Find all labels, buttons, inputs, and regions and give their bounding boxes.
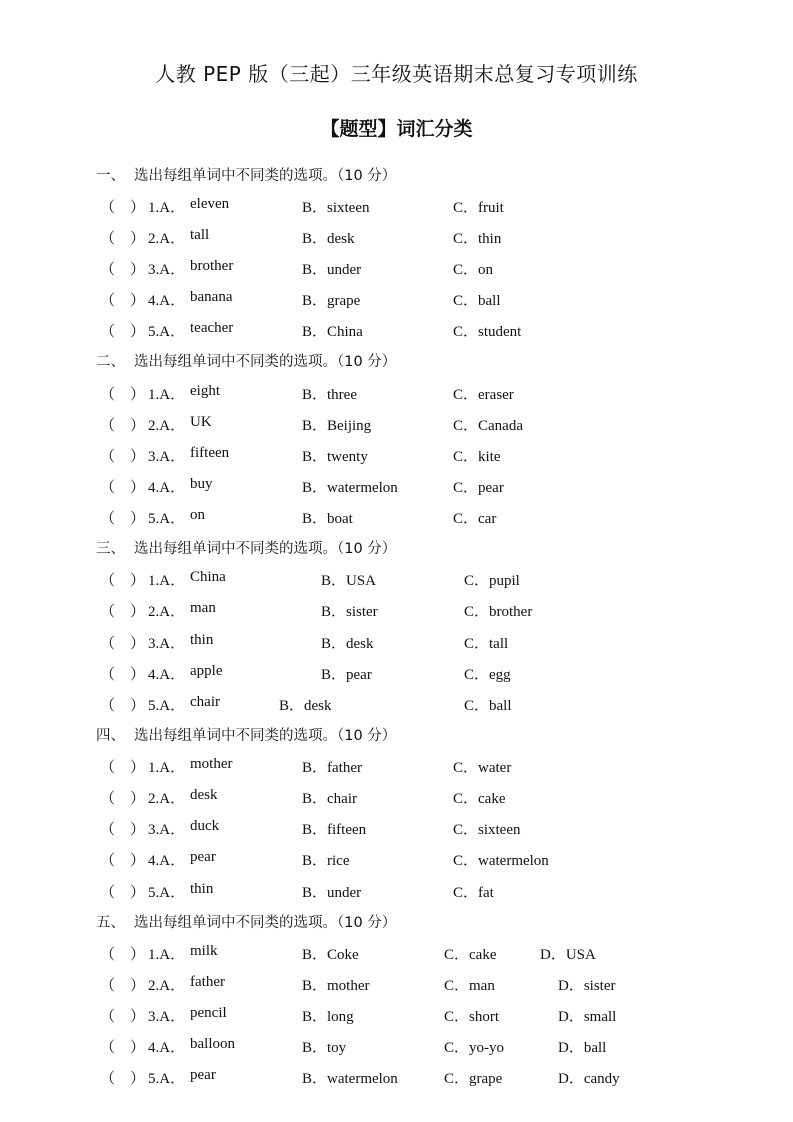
answer-blank[interactable]: （ ） [100, 698, 146, 714]
option-a: eight [190, 383, 220, 399]
option-a: banana [190, 289, 233, 305]
answer-blank[interactable]: （ ） [100, 231, 146, 247]
answer-blank[interactable]: （ ） [100, 853, 146, 869]
question-row [100, 569, 700, 591]
question-number: 1.A． [148, 573, 186, 589]
answer-blank[interactable]: （ ） [100, 324, 146, 340]
option-c: C．watermelon [453, 853, 549, 869]
question-row [100, 1067, 700, 1089]
option-b: B．China [302, 324, 363, 340]
answer-blank[interactable]: （ ） [100, 791, 146, 807]
question-row [100, 258, 700, 280]
option-c: C．cake [453, 791, 506, 807]
option-a: pencil [190, 1005, 227, 1021]
question-number: 4.A． [148, 667, 186, 683]
section-instruction: 选出每组单词中不同类的选项。（10 分） [134, 728, 397, 744]
question-row [100, 196, 700, 218]
question-number: 2.A． [148, 604, 186, 620]
option-c: C．on [453, 262, 494, 278]
option-a: UK [190, 414, 212, 430]
question-row [100, 974, 700, 996]
option-b: B．twenty [302, 449, 368, 465]
section-number: 二、 [96, 354, 125, 370]
answer-blank[interactable]: （ ） [100, 511, 146, 527]
option-c: C．water [453, 760, 512, 776]
question-number: 5.A． [148, 324, 186, 340]
option-c: C．student [453, 324, 522, 340]
question-number: 4.A． [148, 853, 186, 869]
section-heading [96, 724, 396, 745]
question-number: 2.A． [148, 418, 186, 434]
question-row [100, 289, 700, 311]
option-a: pear [190, 849, 216, 865]
question-number: 1.A． [148, 200, 186, 216]
option-a: teacher [190, 320, 234, 336]
option-d: D．USA [540, 947, 596, 963]
option-c: C．cake [444, 947, 497, 963]
option-b: B．father [302, 760, 362, 776]
answer-blank[interactable]: （ ） [100, 1040, 146, 1056]
question-row [100, 818, 700, 840]
option-b: B．pear [321, 667, 372, 683]
option-d: D．sister [558, 978, 616, 994]
option-a: milk [190, 943, 218, 959]
section-instruction: 选出每组单词中不同类的选项。（10 分） [134, 168, 397, 184]
section-number: 四、 [96, 728, 125, 744]
option-c: C．Canada [453, 418, 523, 434]
answer-blank[interactable]: （ ） [100, 978, 146, 994]
option-a: China [190, 569, 226, 585]
option-b: B．toy [302, 1040, 347, 1056]
option-c: C．pear [453, 480, 504, 496]
question-row [100, 1005, 700, 1027]
question-number: 3.A． [148, 822, 186, 838]
option-c: C．pupil [464, 573, 520, 589]
question-number: 3.A． [148, 449, 186, 465]
option-b: B．watermelon [302, 1071, 398, 1087]
option-b: B．three [302, 387, 357, 403]
option-a: eleven [190, 196, 230, 212]
option-b: B．under [302, 885, 362, 901]
question-row [100, 694, 700, 716]
option-c: C．grape [444, 1071, 503, 1087]
question-row [100, 849, 700, 871]
question-number: 5.A． [148, 698, 186, 714]
option-b: B．rice [302, 853, 350, 869]
question-number: 3.A． [148, 262, 186, 278]
option-c: C．yo-yo [444, 1040, 505, 1056]
question-number: 2.A． [148, 231, 186, 247]
option-b: B．watermelon [302, 480, 398, 496]
question-row [100, 787, 700, 809]
option-c: C．tall [464, 636, 509, 652]
option-c: C．egg [464, 667, 511, 683]
option-a: mother [190, 756, 233, 772]
question-number: 1.A． [148, 760, 186, 776]
answer-blank[interactable]: （ ） [100, 573, 146, 589]
question-number: 3.A． [148, 636, 186, 652]
option-a: buy [190, 476, 213, 492]
answer-blank[interactable]: （ ） [100, 947, 146, 963]
answer-blank[interactable]: （ ） [100, 636, 146, 652]
answer-blank[interactable]: （ ） [100, 200, 146, 216]
option-a: tall [190, 227, 210, 243]
option-a: man [190, 600, 216, 616]
option-b: B．USA [321, 573, 377, 589]
question-row [100, 663, 700, 685]
section-heading [96, 350, 396, 371]
answer-blank[interactable]: （ ） [100, 387, 146, 403]
option-d: D．candy [558, 1071, 620, 1087]
option-c: C．thin [453, 231, 502, 247]
question-row [100, 227, 700, 249]
answer-blank[interactable]: （ ） [100, 822, 146, 838]
option-a: father [190, 974, 225, 990]
option-b: B．under [302, 262, 362, 278]
section-instruction: 选出每组单词中不同类的选项。（10 分） [134, 541, 397, 557]
option-a: duck [190, 818, 220, 834]
section-number: 五、 [96, 915, 125, 931]
option-b: B．chair [302, 791, 357, 807]
question-row [100, 756, 700, 778]
answer-blank[interactable]: （ ） [100, 667, 146, 683]
option-b: B．desk [321, 636, 374, 652]
page-subtitle: 【题型】词汇分类 [320, 118, 473, 140]
question-number: 4.A． [148, 1040, 186, 1056]
option-b: B．grape [302, 293, 361, 309]
option-a: on [190, 507, 205, 523]
section-heading [96, 164, 396, 185]
option-a: thin [190, 632, 214, 648]
question-row [100, 476, 700, 498]
option-b: B．fifteen [302, 822, 367, 838]
question-row [100, 1036, 700, 1058]
option-c: C．man [444, 978, 495, 994]
option-b: B．desk [279, 698, 332, 714]
answer-blank[interactable]: （ ） [100, 1009, 146, 1025]
option-b: B．sister [321, 604, 378, 620]
answer-blank[interactable]: （ ） [100, 480, 146, 496]
option-a: balloon [190, 1036, 235, 1052]
option-c: C．ball [453, 293, 501, 309]
option-c: C．fruit [453, 200, 504, 216]
option-c: C．eraser [453, 387, 514, 403]
section-number: 一、 [96, 168, 125, 184]
question-row [100, 320, 700, 342]
option-c: C．car [453, 511, 497, 527]
question-row [100, 445, 700, 467]
option-c: C．ball [464, 698, 512, 714]
option-b: B．boat [302, 511, 353, 527]
option-a: brother [190, 258, 234, 274]
question-row [100, 881, 700, 903]
option-b: B．long [302, 1009, 354, 1025]
question-number: 1.A． [148, 947, 186, 963]
question-number: 4.A． [148, 480, 186, 496]
option-a: chair [190, 694, 220, 710]
question-number: 2.A． [148, 791, 186, 807]
option-c: C．sixteen [453, 822, 521, 838]
question-number: 3.A． [148, 1009, 186, 1025]
page-title: 人教 PEP 版（三起）三年级英语期末总复习专项训练 [155, 62, 638, 86]
question-number: 2.A． [148, 978, 186, 994]
option-d: D．small [558, 1009, 617, 1025]
option-a: desk [190, 787, 218, 803]
section-heading [96, 911, 396, 932]
answer-blank[interactable]: （ ） [100, 449, 146, 465]
question-row [100, 632, 700, 654]
question-number: 5.A． [148, 885, 186, 901]
question-number: 1.A． [148, 387, 186, 403]
option-a: fifteen [190, 445, 230, 461]
option-d: D．ball [558, 1040, 607, 1056]
option-b: B．sixteen [302, 200, 370, 216]
option-a: apple [190, 663, 223, 679]
question-number: 5.A． [148, 511, 186, 527]
question-row [100, 600, 700, 622]
option-c: C．short [444, 1009, 500, 1025]
answer-blank[interactable]: （ ） [100, 262, 146, 278]
answer-blank[interactable]: （ ） [100, 418, 146, 434]
answer-blank[interactable]: （ ） [100, 885, 146, 901]
option-b: B．mother [302, 978, 370, 994]
question-number: 5.A． [148, 1071, 186, 1087]
section-instruction: 选出每组单词中不同类的选项。（10 分） [134, 354, 397, 370]
option-c: C．brother [464, 604, 533, 620]
option-a: thin [190, 881, 214, 897]
option-a: pear [190, 1067, 216, 1083]
question-row [100, 943, 700, 965]
section-heading [96, 537, 396, 558]
option-c: C．fat [453, 885, 494, 901]
section-number: 三、 [96, 541, 125, 557]
option-c: C．kite [453, 449, 501, 465]
question-row [100, 507, 700, 529]
question-row [100, 383, 700, 405]
answer-blank[interactable]: （ ） [100, 293, 146, 309]
option-b: B．desk [302, 231, 355, 247]
option-b: B．Beijing [302, 418, 372, 434]
answer-blank[interactable]: （ ） [100, 1071, 146, 1087]
question-row [100, 414, 700, 436]
answer-blank[interactable]: （ ） [100, 604, 146, 620]
question-number: 4.A． [148, 293, 186, 309]
answer-blank[interactable]: （ ） [100, 760, 146, 776]
option-b: B．Coke [302, 947, 359, 963]
section-instruction: 选出每组单词中不同类的选项。（10 分） [134, 915, 397, 931]
